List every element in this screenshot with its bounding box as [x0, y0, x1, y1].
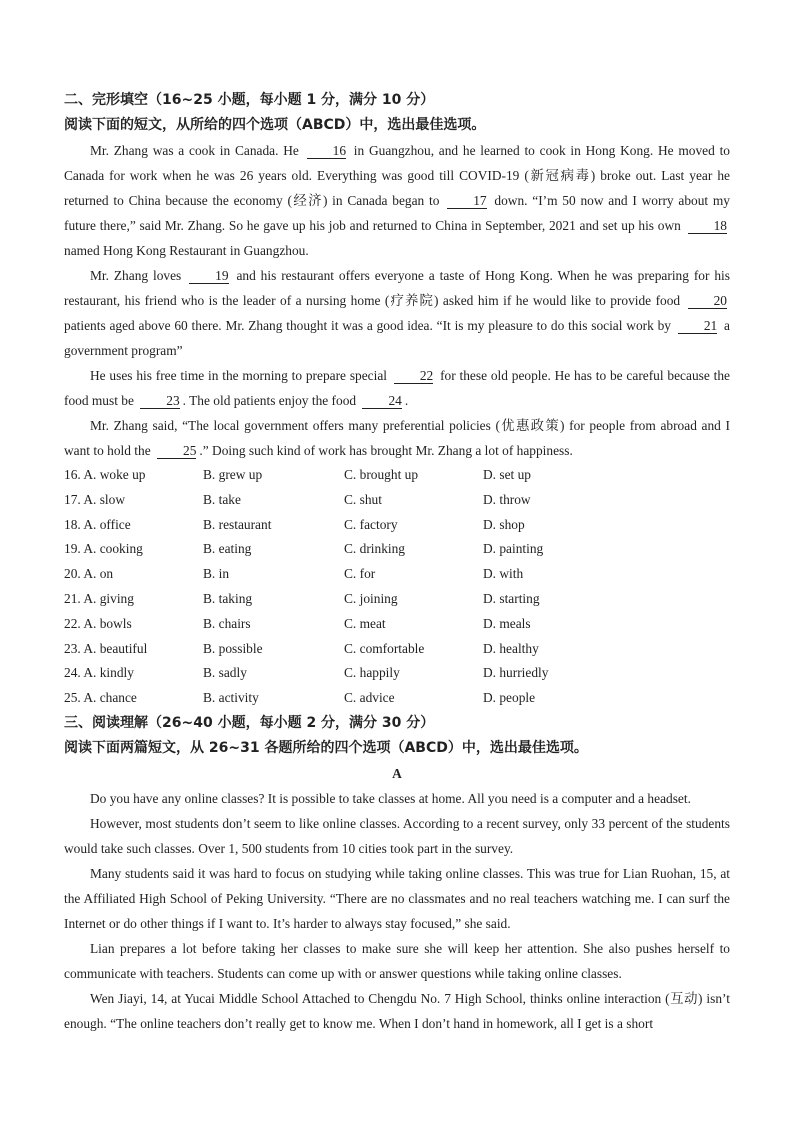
option-row — [64, 661, 730, 686]
option-a: 25. A. chance — [64, 690, 137, 706]
option-b: B. activity — [203, 690, 259, 706]
option-b: B. sadly — [203, 665, 247, 681]
option-row — [64, 488, 730, 513]
option-row — [64, 612, 730, 637]
option-a: 22. A. bowls — [64, 615, 132, 631]
option-b: B. taking — [203, 590, 253, 606]
option-a: 19. A. cooking — [64, 541, 143, 557]
blank-17: 17 — [447, 193, 486, 209]
option-b: B. restaurant — [203, 516, 272, 532]
option-d: D. shop — [483, 516, 525, 532]
option-a: 21. A. giving — [64, 590, 134, 606]
option-c: C. factory — [344, 516, 398, 532]
reading-paragraph: Lian prepares a lot before taking her classes to make sure she will keep her attention. She also pushes herself to communicate with teachers. Students can come up with or answer questions while taking online classes. — [64, 940, 730, 981]
cloze-paragraph-1: Mr. Zhang was a cook in Canada. He 16 in Guangzhou, and he learned to cook in Hong Kong. He moved to Canada for work when he was 26 years old. Everything was good till COVID-19 (新冠病毒) broke out. Last year he returned to China because the economy (经济) in Canada began to 17 down. “I’m 50 now and I worry about my future there,” said Mr. Zhang. So he gave up his job and returned to China in September, 2021 and set up his own 18 named Hong Kong Restaurant in Guangzhou. — [64, 143, 731, 258]
cloze-paragraph-4: Mr. Zhang said, “The local government offers many preferential policies (优惠政策) for people from abroad and I want to hold the 25 .” Doing such kind of work has brought Mr. Zhang a lot of happiness. — [64, 418, 730, 458]
option-d: D. hurriedly — [483, 665, 549, 681]
option-row — [64, 587, 730, 612]
reading-paragraph: Wen Jiayi, 14, at Yucai Middle School Attached to Chengdu No. 7 High School, thinks online interaction (互动) isn’t enough. “The online teachers don’t really get to know me. When I don’t hand in homework, all I get is a short — [64, 990, 730, 1031]
option-d: D. people — [483, 690, 536, 706]
option-row — [64, 463, 730, 488]
section-2-instruction: 阅读下面的短文，从所给的四个选项（ABCD）中，选出最佳选项。 — [64, 117, 486, 133]
option-a: 18. A. office — [64, 516, 131, 532]
option-d: D. with — [483, 566, 524, 582]
option-c: C. joining — [344, 590, 398, 606]
reading-paragraph: However, most students don’t seem to like online classes. According to a recent survey, only 33 percent of the students would take such classes. Over 1, 500 students from 10 cities took part in the survey. — [64, 815, 730, 856]
option-c: C. brought up — [344, 467, 419, 482]
option-a: 24. A. kindly — [64, 665, 134, 681]
cloze-paragraph-3: He uses his free time in the morning to prepare special 22 for these old people. He has to be careful because the food must be 23 . The old patients enjoy the food 24 . — [64, 368, 730, 408]
exam-page — [64, 88, 730, 1036]
option-row — [64, 537, 730, 562]
option-a: 23. A. beautiful — [64, 640, 148, 656]
option-c: C. for — [344, 566, 376, 582]
option-b: B. chairs — [203, 615, 251, 631]
option-a: 17. A. slow — [64, 491, 126, 507]
option-row — [64, 562, 730, 587]
option-b: B. in — [203, 566, 230, 582]
blank-25: 25 — [157, 443, 196, 459]
option-c: C. meat — [344, 615, 386, 631]
passage-label: A — [392, 765, 402, 781]
blank-19: 19 — [189, 268, 228, 284]
option-c: C. comfortable — [344, 640, 425, 656]
blank-20: 20 — [688, 293, 727, 309]
blank-23: 23 — [140, 393, 179, 409]
option-row — [64, 637, 730, 662]
option-b: B. take — [203, 491, 241, 507]
option-b: B. eating — [203, 541, 252, 557]
option-d: D. healthy — [483, 640, 539, 656]
blank-24: 24 — [362, 393, 401, 409]
reading-paragraph: Do you have any online classes? It is possible to take classes at home. All you need is a computer and a headset. — [90, 790, 691, 806]
section-3-heading: 三、阅读理解（26~40 小题，每小题 2 分，满分 30 分） — [64, 714, 435, 731]
blank-16: 16 — [307, 143, 346, 159]
option-b: B. grew up — [203, 467, 263, 482]
reading-paragraph: Many students said it was hard to focus on studying while taking online classes. This was true for Lian Ruohan, 15, at the Affiliated High School of Peking University. “There are no classmates and no real teachers watching me. I can surf the Internet or do other things if I want to. It’s harder to always stay focused,” she said. — [64, 865, 730, 931]
option-c: C. drinking — [344, 541, 406, 557]
option-row — [64, 686, 730, 711]
option-d: D. painting — [483, 541, 544, 557]
blank-22: 22 — [394, 368, 433, 384]
option-a: 16. A. woke up — [64, 467, 146, 482]
option-d: D. meals — [483, 615, 531, 631]
option-c: C. happily — [344, 665, 400, 681]
option-c: C. shut — [344, 491, 382, 507]
option-d: D. starting — [483, 590, 540, 606]
section-2-heading: 二、完形填空（16~25 小题，每小题 1 分，满分 10 分） — [64, 92, 435, 108]
option-row — [64, 513, 730, 538]
option-a: 20. A. on — [64, 566, 114, 582]
option-d: D. throw — [483, 491, 531, 507]
option-d: D. set up — [483, 467, 531, 482]
cloze-paragraph-2: Mr. Zhang loves 19 and his restaurant offers everyone a taste of Hong Kong. When he was preparing for his restaurant, his friend who is the leader of a nursing home (疗养院) asked him if he would like to provide food 20 patients aged above 60 there. Mr. Zhang thought it was a good idea. “It is my pleasure to do this social work by 21 a government program” — [64, 268, 730, 358]
option-c: C. advice — [344, 690, 395, 706]
option-b: B. possible — [203, 640, 263, 656]
section-3-instruction: 阅读下面两篇短文，从 26~31 各题所给的四个选项（ABCD）中，选出最佳选项。 — [64, 739, 588, 756]
blank-21: 21 — [678, 318, 717, 334]
blank-18: 18 — [688, 218, 727, 234]
cloze-options — [64, 463, 730, 711]
